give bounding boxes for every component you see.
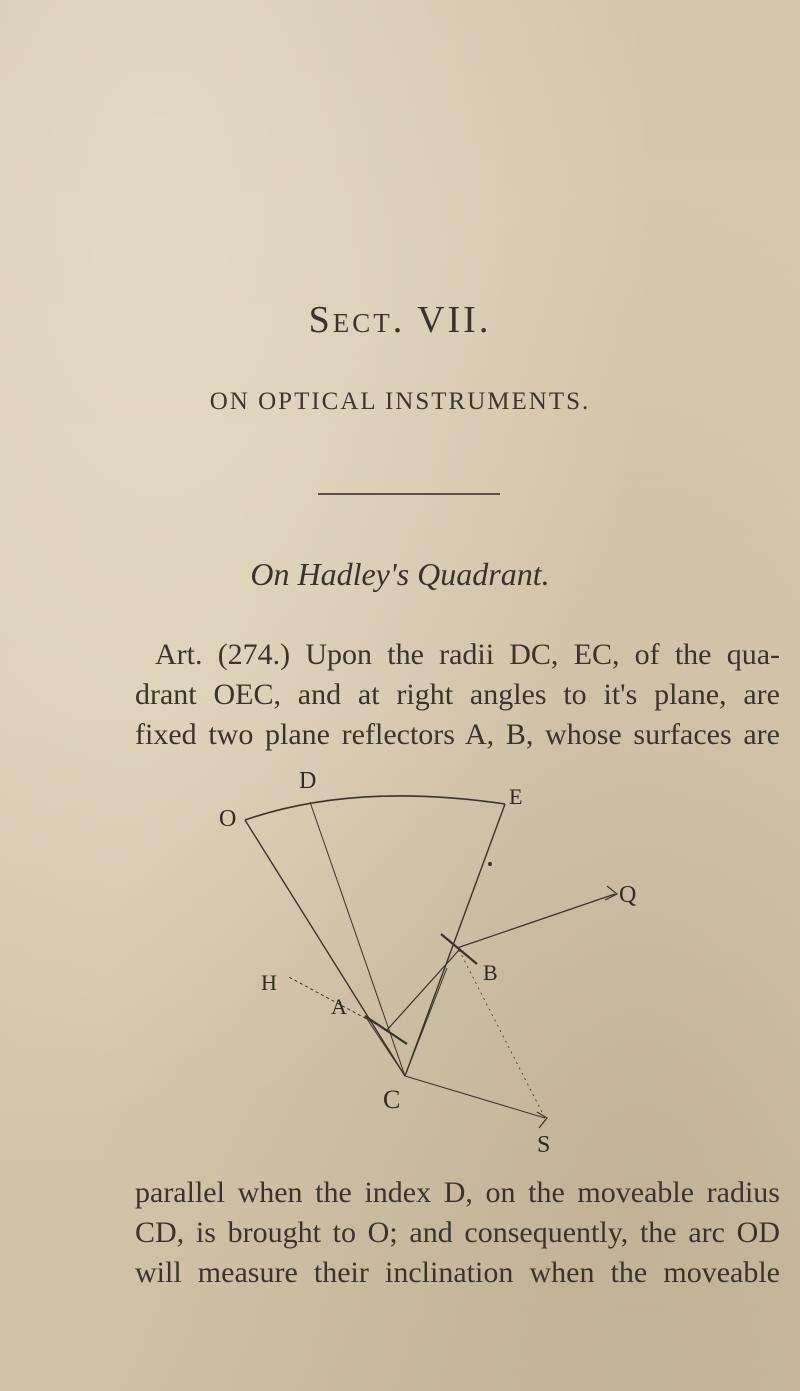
point-mark	[488, 862, 492, 866]
arrow-s	[537, 1112, 547, 1128]
quadrant-arc	[245, 796, 505, 820]
title-rule	[318, 493, 500, 495]
label-s: S	[537, 1132, 551, 1158]
paragraph-1	[135, 635, 780, 755]
label-d: D	[299, 768, 317, 794]
paragraph-1-line-2: drant OEC, and at right angles to it's plane, are	[135, 678, 780, 711]
label-b: B	[483, 960, 498, 985]
paragraph-1-line-3: fixed two plane reflectors A, B, whose surfaces are	[135, 718, 780, 751]
arrow-q	[605, 886, 617, 900]
paragraph-2-line-2: CD, is brought to O; and consequently, the arc OD	[135, 1216, 780, 1249]
section-heading: Sect. VII.	[308, 299, 492, 341]
article-subheading: On Hadley's Quadrant.	[250, 556, 550, 592]
paragraph-1-line-1: Art. (274.) Upon the radii DC, EC, of the qua-	[155, 638, 780, 671]
line-b-s	[459, 950, 545, 1118]
section-title: ON OPTICAL INSTRUMENTS.	[209, 388, 591, 415]
line-a-v-right	[405, 968, 447, 1076]
label-o: O	[219, 806, 237, 832]
radius-oc	[245, 820, 405, 1076]
quadrant-diagram	[215, 768, 655, 1160]
paragraph-2	[135, 1173, 780, 1293]
radius-dc	[310, 802, 405, 1076]
label-a: A	[331, 994, 347, 1019]
paragraph-2-line-1: parallel when the index D, on the moveable radius	[135, 1176, 780, 1209]
line-c-s	[405, 1076, 545, 1118]
line-a-v-left	[365, 1016, 405, 1076]
label-q: Q	[619, 882, 637, 908]
label-c: C	[383, 1085, 401, 1114]
mirror-b	[441, 934, 477, 964]
label-e: E	[509, 784, 523, 809]
ray-b-a	[387, 950, 459, 1030]
label-h: H	[261, 970, 277, 995]
paragraph-2-line-3: will measure their inclination when the moveable	[135, 1256, 780, 1289]
ray-q-b	[457, 894, 615, 948]
radius-ec	[405, 804, 505, 1076]
